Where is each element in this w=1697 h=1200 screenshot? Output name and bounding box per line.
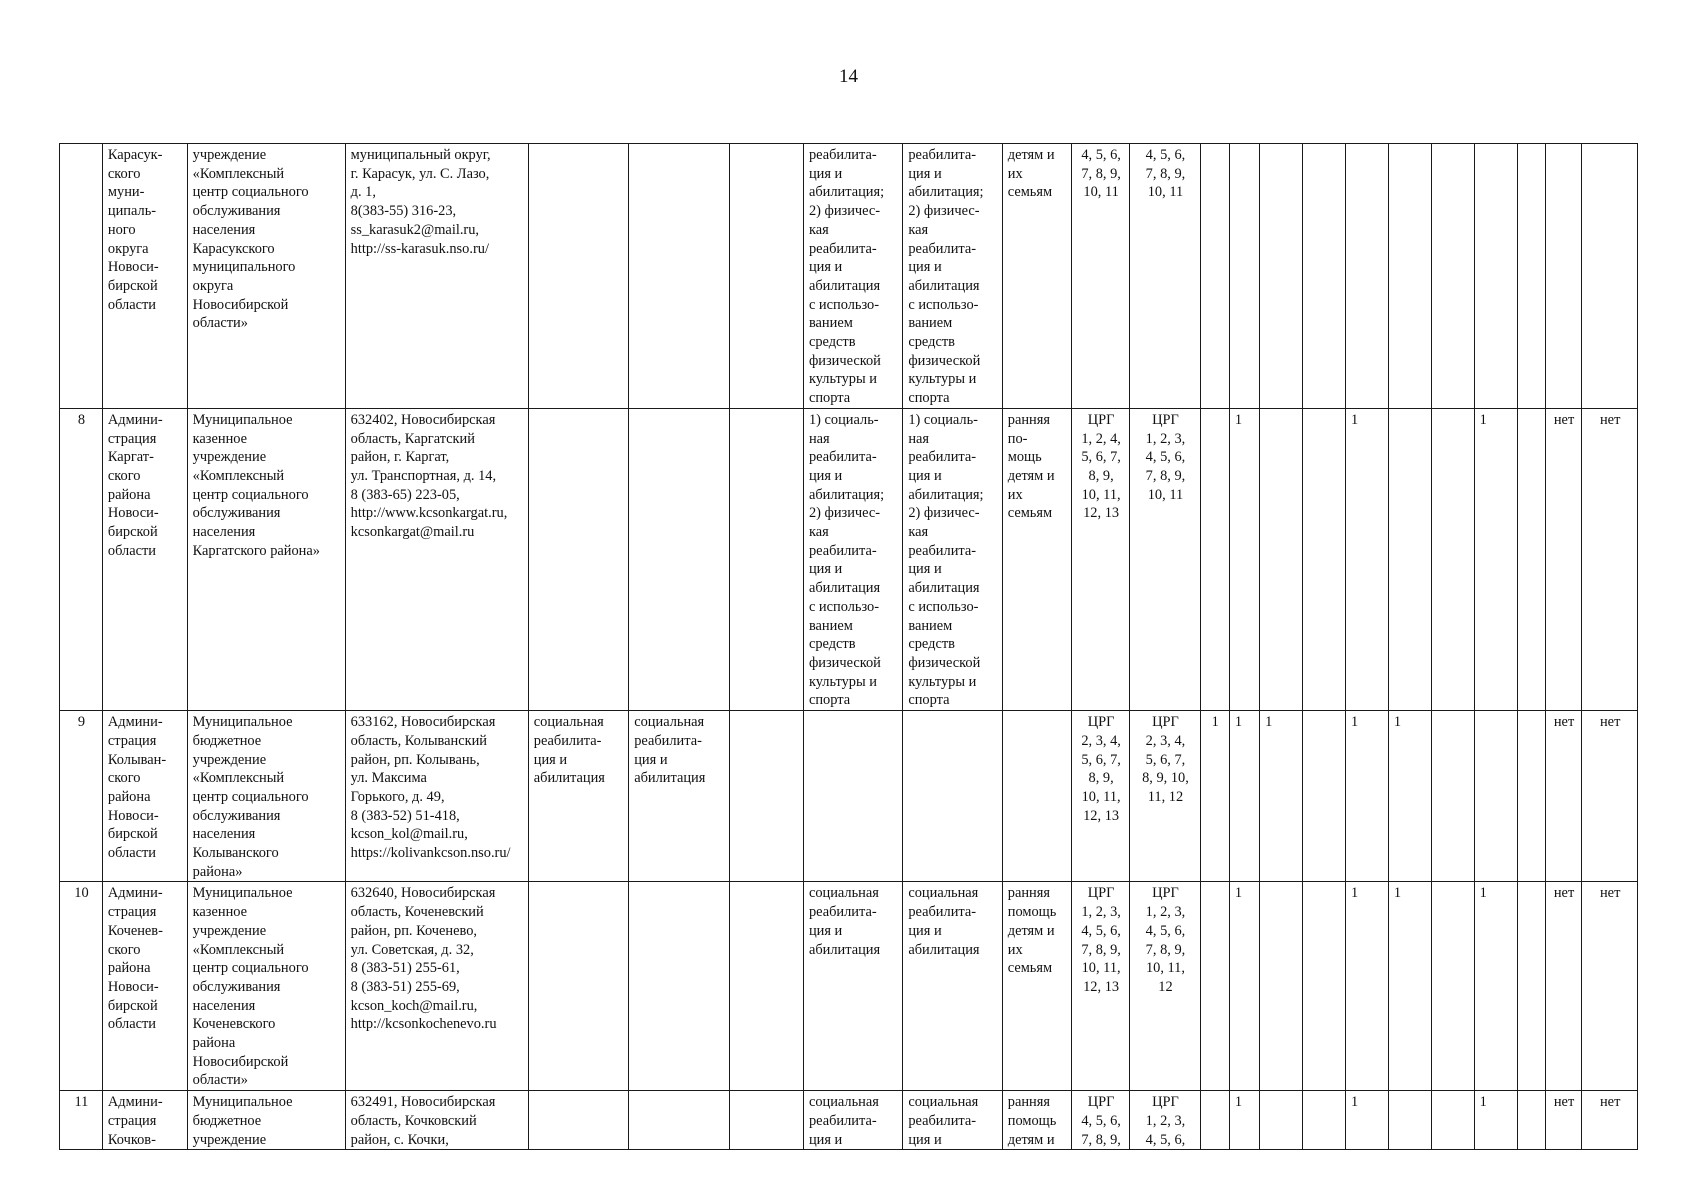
flag-cell-b: нет xyxy=(1582,882,1638,1091)
count-cell-1 xyxy=(1200,408,1229,710)
count-cell-4 xyxy=(1303,882,1346,1091)
blank-cell xyxy=(1517,408,1545,710)
crg-cell-a: ЦРГ 4, 5, 6, 7, 8, 9, xyxy=(1071,1091,1130,1150)
table-row xyxy=(60,882,1638,1091)
count-cell-5: 1 xyxy=(1345,711,1388,882)
service-cell-d: социальная реабилита- ция и xyxy=(803,1091,902,1150)
service-cell-d: 1) социаль- ная реабилита- ция и абилитация; 2) физичес- кая реабилита- ция и абилитация с использо- ванием средств физической культуры и спорта xyxy=(803,408,902,710)
count-cell-3 xyxy=(1260,1091,1303,1150)
count-cell-7 xyxy=(1431,1091,1474,1150)
service-cell-e: социальная реабилита- ция и xyxy=(903,1091,1002,1150)
count-cell-8: 1 xyxy=(1474,882,1517,1091)
table-row xyxy=(60,408,1638,710)
contacts-cell: 632640, Новосибирская область, Коченевский район, рп. Коченево, ул. Советская, д. 32, 8 (383-51) 255-61, 8 (383-51) 255-69, kcson_koch@mail.ru, http://kcsonkochenevo.ru xyxy=(345,882,528,1091)
row-number: 11 xyxy=(60,1091,103,1150)
table-row xyxy=(60,711,1638,882)
flag-cell-b: нет xyxy=(1582,711,1638,882)
service-cell-a xyxy=(528,144,628,409)
count-cell-2: 1 xyxy=(1229,1091,1259,1150)
service-cell-b xyxy=(629,882,729,1091)
service-cell-d: реабилита- ция и абилитация; 2) физичес- кая реабилита- ция и абилитация с использо- ванием средств физической культуры и спорта xyxy=(803,144,902,409)
authority-cell: Админи- страция Колыван- ского района Новоси- бирской области xyxy=(102,711,187,882)
service-cell-a xyxy=(528,882,628,1091)
blank-cell xyxy=(1517,144,1545,409)
service-cell-a xyxy=(528,1091,628,1150)
blank-cell xyxy=(1517,1091,1545,1150)
blank-cell xyxy=(1517,882,1545,1091)
organization-cell: учреждение «Комплексный центр социального обслуживания населения Карасукского муниципального округа Новосибирской области» xyxy=(187,144,345,409)
early-help-cell xyxy=(1002,711,1071,882)
organization-cell: Муниципальное казенное учреждение «Комплексный центр социального обслуживания населения Каргатского района» xyxy=(187,408,345,710)
service-cell-c xyxy=(729,882,803,1091)
page-number: 14 xyxy=(839,66,858,87)
count-cell-6 xyxy=(1388,144,1431,409)
count-cell-7 xyxy=(1431,711,1474,882)
contacts-cell: 633162, Новосибирская область, Колыванский район, рп. Колывань, ул. Максима Горького, д. 49, 8 (383-52) 51-418, kcson_kol@mail.ru, https://kolivankcson.nso.ru/ xyxy=(345,711,528,882)
row-number: 8 xyxy=(60,408,103,710)
flag-cell-a: нет xyxy=(1545,711,1582,882)
count-cell-8 xyxy=(1474,711,1517,882)
count-cell-5: 1 xyxy=(1345,882,1388,1091)
count-cell-5: 1 xyxy=(1345,1091,1388,1150)
crg-cell-a: 4, 5, 6, 7, 8, 9, 10, 11 xyxy=(1071,144,1130,409)
count-cell-7 xyxy=(1431,408,1474,710)
flag-cell-a: нет xyxy=(1545,882,1582,1091)
row-number: 9 xyxy=(60,711,103,882)
services-table xyxy=(59,143,1638,1150)
contacts-cell: 632402, Новосибирская область, Каргатский район, г. Каргат, ул. Транспортная, д. 14, 8 (383-65) 223-05, http://www.kcsonkargat.ru, kcsonkargat@mail.ru xyxy=(345,408,528,710)
row-number xyxy=(60,144,103,409)
count-cell-4 xyxy=(1303,711,1346,882)
service-cell-b: социальная реабилита- ция и абилитация xyxy=(629,711,729,882)
count-cell-3 xyxy=(1260,408,1303,710)
service-cell-e: социальная реабилита- ция и абилитация xyxy=(903,882,1002,1091)
organization-cell: Муниципальное бюджетное учреждение «Комплексный центр социального обслуживания населения Колыванского района» xyxy=(187,711,345,882)
crg-cell-a: ЦРГ 1, 2, 3, 4, 5, 6, 7, 8, 9, 10, 11, 12, 13 xyxy=(1071,882,1130,1091)
authority-cell: Админи- страция Каргат- ского района Новоси- бирской области xyxy=(102,408,187,710)
service-cell-c xyxy=(729,144,803,409)
count-cell-2: 1 xyxy=(1229,711,1259,882)
count-cell-8 xyxy=(1474,144,1517,409)
count-cell-8: 1 xyxy=(1474,408,1517,710)
table-row xyxy=(60,1091,1638,1150)
count-cell-6 xyxy=(1388,1091,1431,1150)
count-cell-6: 1 xyxy=(1388,882,1431,1091)
service-cell-c xyxy=(729,1091,803,1150)
early-help-cell: детям и их семьям xyxy=(1002,144,1071,409)
service-cell-e: 1) социаль- ная реабилита- ция и абилитация; 2) физичес- кая реабилита- ция и абилитация с использо- ванием средств физической культуры и спорта xyxy=(903,408,1002,710)
count-cell-5 xyxy=(1345,144,1388,409)
service-cell-b xyxy=(629,144,729,409)
authority-cell: Админи- страция Кочков- xyxy=(102,1091,187,1150)
early-help-cell: ранняя помощь детям и их семьям xyxy=(1002,882,1071,1091)
crg-cell-a: ЦРГ 2, 3, 4, 5, 6, 7, 8, 9, 10, 11, 12, 13 xyxy=(1071,711,1130,882)
blank-cell xyxy=(1517,711,1545,882)
flag-cell-b: нет xyxy=(1582,408,1638,710)
count-cell-3 xyxy=(1260,144,1303,409)
flag-cell-b xyxy=(1582,144,1638,409)
table-row xyxy=(60,144,1638,409)
count-cell-4 xyxy=(1303,408,1346,710)
crg-cell-b: ЦРГ 1, 2, 3, 4, 5, 6, 7, 8, 9, 10, 11, 12 xyxy=(1130,882,1200,1091)
crg-cell-b: ЦРГ 1, 2, 3, 4, 5, 6, 7, 8, 9, 10, 11 xyxy=(1130,408,1200,710)
service-cell-b xyxy=(629,408,729,710)
service-cell-e: реабилита- ция и абилитация; 2) физичес- кая реабилита- ция и абилитация с использо- ванием средств физической культуры и спорта xyxy=(903,144,1002,409)
organization-cell: Муниципальное бюджетное учреждение xyxy=(187,1091,345,1150)
count-cell-1 xyxy=(1200,144,1229,409)
service-cell-d xyxy=(803,711,902,882)
crg-cell-a: ЦРГ 1, 2, 4, 5, 6, 7, 8, 9, 10, 11, 12, 13 xyxy=(1071,408,1130,710)
service-cell-a: социальная реабилита- ция и абилитация xyxy=(528,711,628,882)
count-cell-2: 1 xyxy=(1229,408,1259,710)
count-cell-1 xyxy=(1200,882,1229,1091)
authority-cell: Карасук- ского муни- ципаль- ного округа Новоси- бирской области xyxy=(102,144,187,409)
count-cell-2: 1 xyxy=(1229,882,1259,1091)
count-cell-6 xyxy=(1388,408,1431,710)
early-help-cell: ранняя помощь детям и xyxy=(1002,1091,1071,1150)
count-cell-5: 1 xyxy=(1345,408,1388,710)
count-cell-1: 1 xyxy=(1200,711,1229,882)
flag-cell-a xyxy=(1545,144,1582,409)
crg-cell-b: 4, 5, 6, 7, 8, 9, 10, 11 xyxy=(1130,144,1200,409)
count-cell-7 xyxy=(1431,144,1474,409)
count-cell-6: 1 xyxy=(1388,711,1431,882)
service-cell-c xyxy=(729,408,803,710)
row-number: 10 xyxy=(60,882,103,1091)
crg-cell-b: ЦРГ 1, 2, 3, 4, 5, 6, xyxy=(1130,1091,1200,1150)
flag-cell-b: нет xyxy=(1582,1091,1638,1150)
flag-cell-a: нет xyxy=(1545,1091,1582,1150)
count-cell-7 xyxy=(1431,882,1474,1091)
count-cell-2 xyxy=(1229,144,1259,409)
authority-cell: Админи- страция Коченев- ского района Новоси- бирской области xyxy=(102,882,187,1091)
service-cell-e xyxy=(903,711,1002,882)
contacts-cell: муниципальный округ, г. Карасук, ул. С. Лазо, д. 1, 8(383-55) 316-23, ss_karasuk2@mail.ru, http://ss-karasuk.nso.ru/ xyxy=(345,144,528,409)
crg-cell-b: ЦРГ 2, 3, 4, 5, 6, 7, 8, 9, 10, 11, 12 xyxy=(1130,711,1200,882)
flag-cell-a: нет xyxy=(1545,408,1582,710)
count-cell-3: 1 xyxy=(1260,711,1303,882)
count-cell-4 xyxy=(1303,144,1346,409)
contacts-cell: 632491, Новосибирская область, Кочковский район, с. Кочки, xyxy=(345,1091,528,1150)
early-help-cell: ранняя по- мощь детям и их семьям xyxy=(1002,408,1071,710)
count-cell-3 xyxy=(1260,882,1303,1091)
service-cell-d: социальная реабилита- ция и абилитация xyxy=(803,882,902,1091)
organization-cell: Муниципальное казенное учреждение «Комплексный центр социального обслуживания населения Коченевского района Новосибирской области» xyxy=(187,882,345,1091)
service-cell-c xyxy=(729,711,803,882)
service-cell-b xyxy=(629,1091,729,1150)
count-cell-4 xyxy=(1303,1091,1346,1150)
count-cell-8: 1 xyxy=(1474,1091,1517,1150)
service-cell-a xyxy=(528,408,628,710)
count-cell-1 xyxy=(1200,1091,1229,1150)
